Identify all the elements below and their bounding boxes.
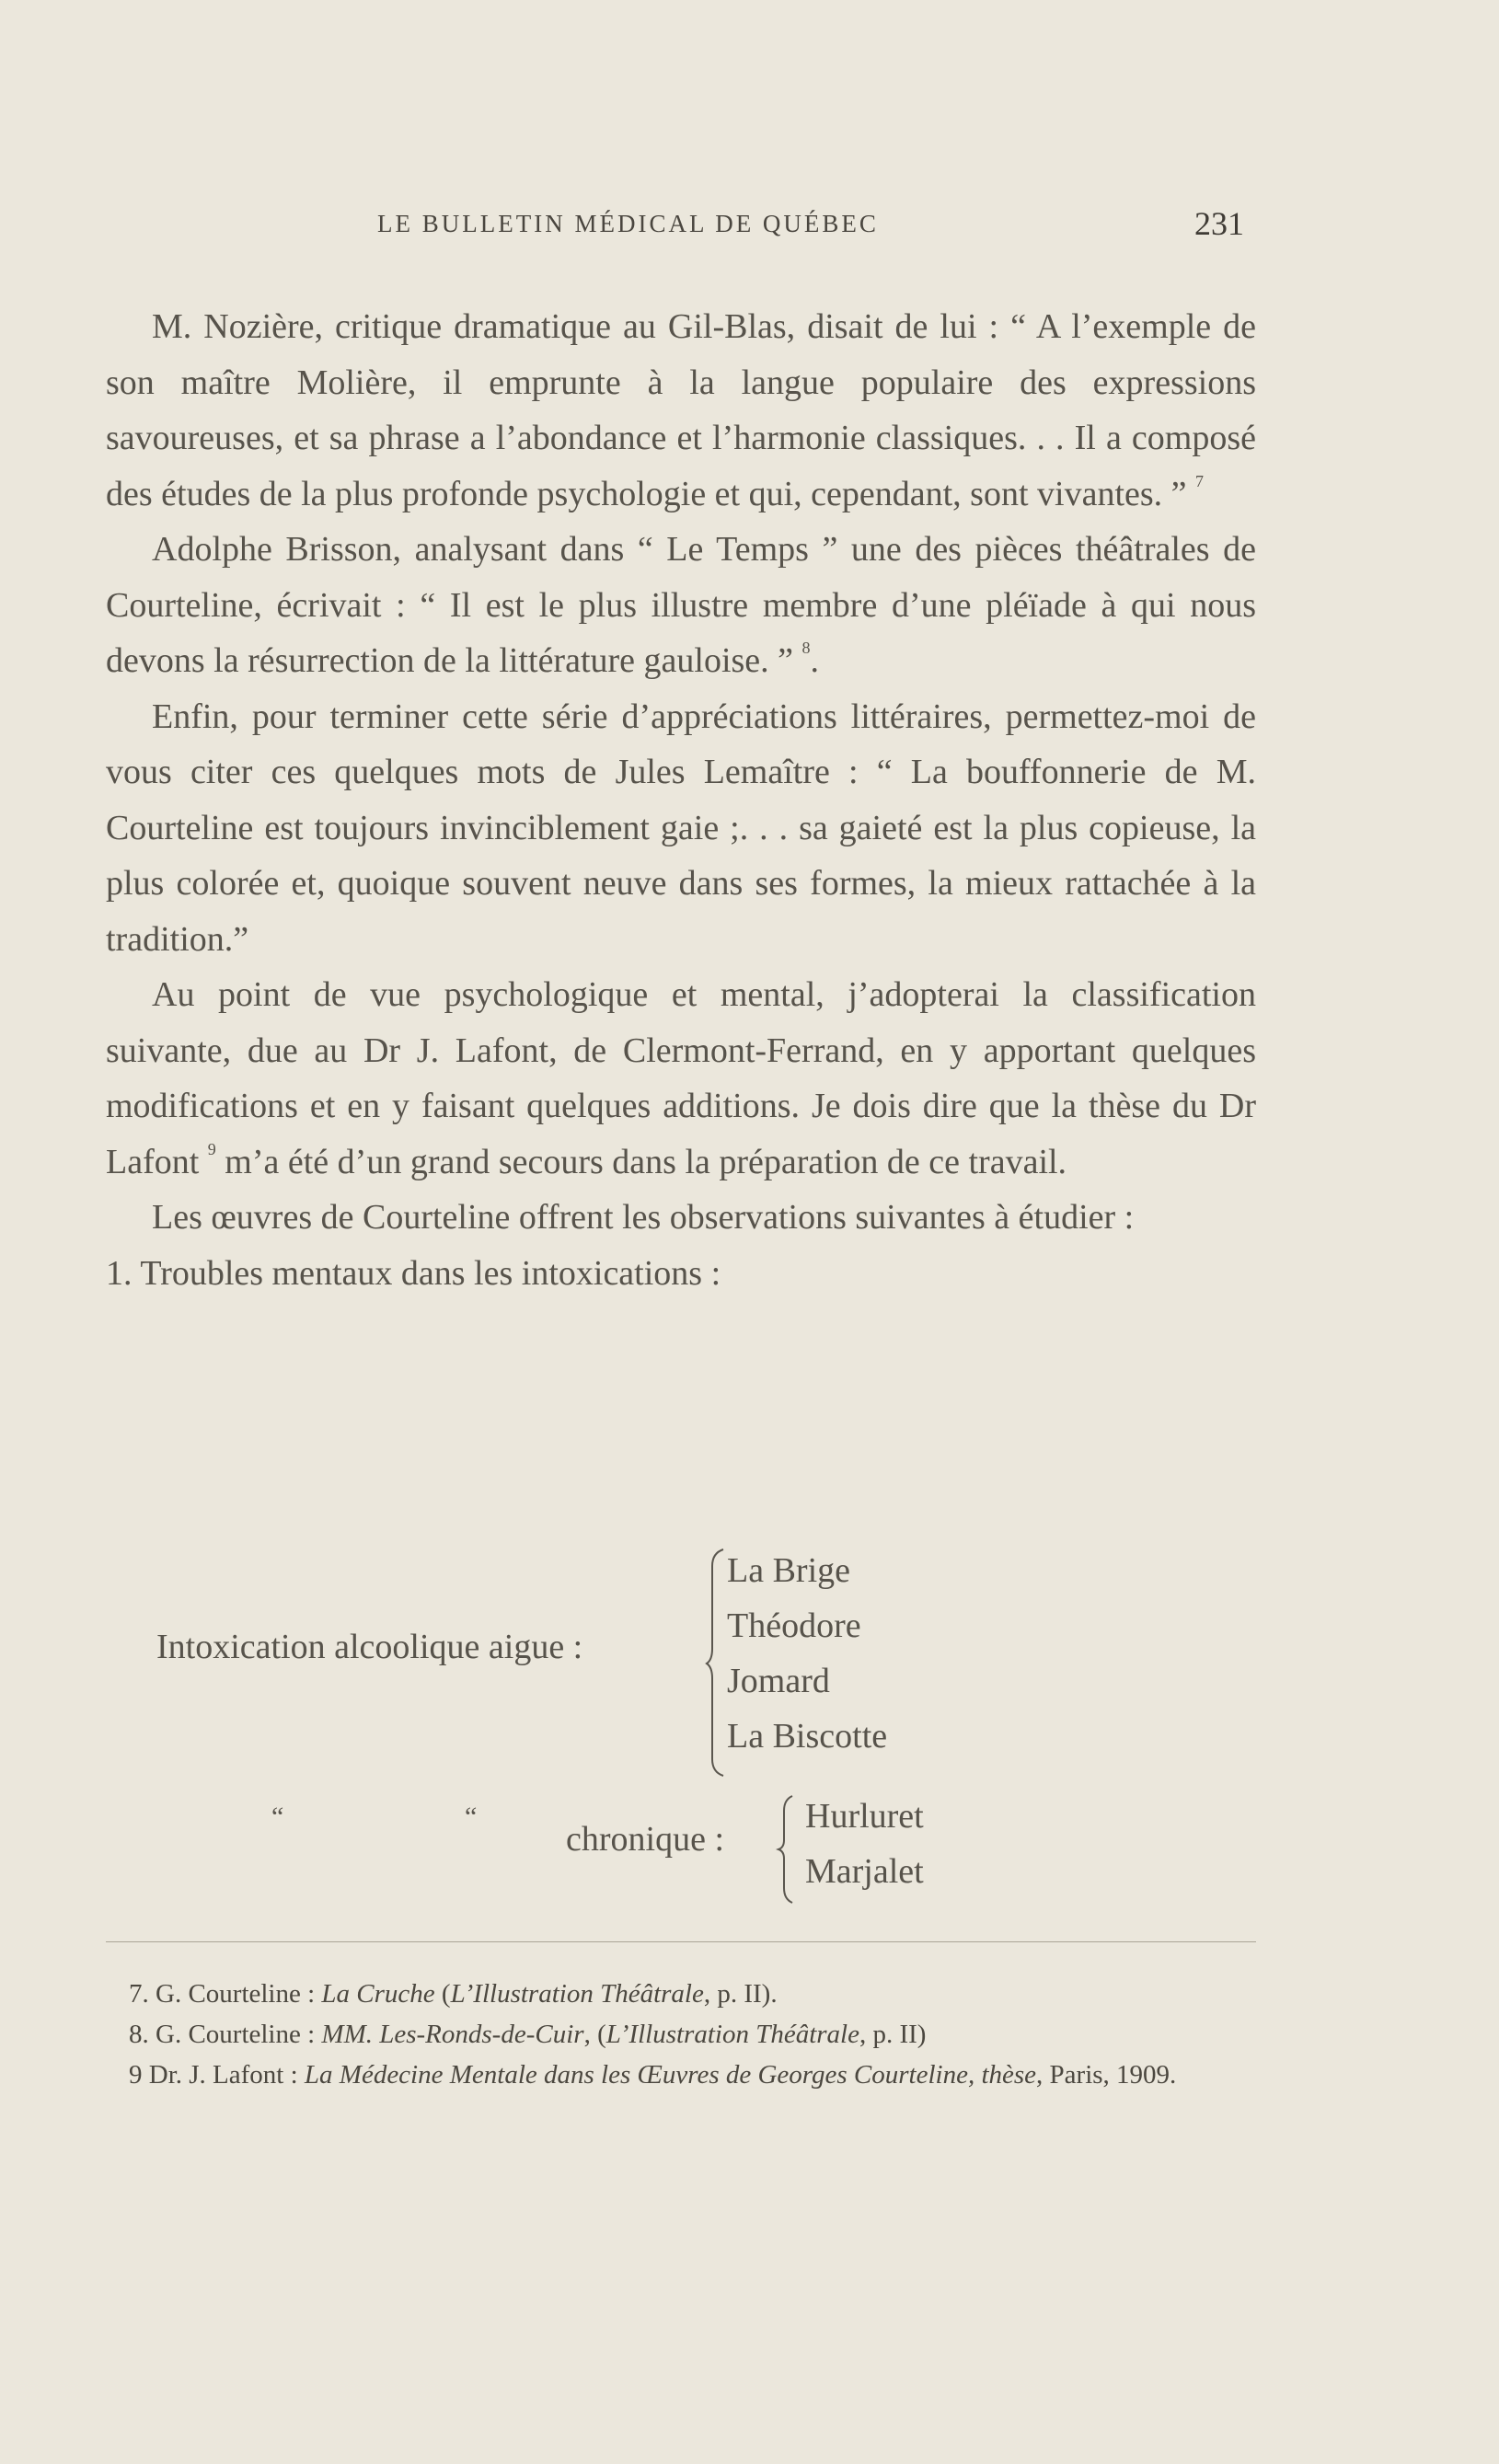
footnote-title: La Cruche xyxy=(321,1979,435,2009)
footnote-text: , p. II) xyxy=(859,2020,927,2049)
paragraph-text: Adolphe Brisson, analysant dans “ Le Temps ” une des pièces théâtrales de Courteline, écrivait : “ Il est le plus illustre membre d’une pléïade à qui nous devons la résurrection de la littérature gauloise. ” xyxy=(106,530,1256,680)
paragraph-text: . xyxy=(810,641,820,680)
footnote-ref: 8 xyxy=(801,639,811,657)
footnote xyxy=(106,1974,1256,2014)
body-text xyxy=(106,299,1256,1301)
footnote-ref: 9 xyxy=(207,1139,216,1158)
page-number: 231 xyxy=(1194,205,1244,242)
acute-brace xyxy=(705,1548,727,1778)
paragraph-text: m’a été d’un grand secours dans la préparation de ce travail. xyxy=(215,1142,1067,1181)
ditto-mark: “ xyxy=(271,1802,284,1832)
paragraph-text: Au point de vue psychologique et mental, j’adopterai la classification suivante, due au Dr J. Lafont, de Clermont-Ferrand, en y apportant quelques modifications et en y faisant quelques additions. Je dois dire que la thèse du Dr Lafont xyxy=(106,975,1256,1181)
footnote-title: L’Illustration Théâtrale xyxy=(450,1979,704,2009)
footnotes xyxy=(106,1974,1256,2095)
paragraph-text: M. Nozière, critique dramatique au Gil-Blas, disait de lui : “ A l’exemple de son maître Molière, il emprunte à la langue populaire des expressions savoureuses, et sa phrase a l’abondance et l’harmonie classiques. . . Il a composé des études de la plus profonde psychologie et qui, cependant, sont vivantes. ” xyxy=(106,307,1256,513)
footnote-title: L’Illustration Théâtrale xyxy=(605,2020,859,2049)
paragraph xyxy=(106,1190,1256,1246)
acute-item: La Biscotte xyxy=(727,1717,888,1756)
footnote-text: , Paris, 1909. xyxy=(1036,2060,1177,2090)
chronic-item: Hurluret xyxy=(805,1797,924,1836)
paragraph xyxy=(106,1246,1256,1302)
footnote-title: La Médecine Mentale dans les Œuvres de Georges Courteline, thèse xyxy=(304,2060,1037,2090)
paragraph xyxy=(106,967,1256,1190)
paragraph-text: Enfin, pour terminer cette série d’appréciations littéraires, permettez-moi de vous citer ces quelques mots de Jules Lemaître : “ La bouffonnerie de M. Courteline est toujours invinciblement gaie ;. . . sa gaieté est la plus copieuse, la plus colorée et, quoique souvent neuve dans ses formes, la mieux rattachée à la tradition.” xyxy=(106,697,1256,959)
footnote-title: MM. Les-Ronds-de-Cuir xyxy=(321,2020,584,2049)
footnote-text: ( xyxy=(434,1979,451,2009)
paragraph xyxy=(106,522,1256,689)
footnote-text: 9 Dr. J. Lafont : xyxy=(129,2060,305,2090)
footnote xyxy=(106,2055,1256,2095)
chronic-label: chronique : xyxy=(566,1820,725,1859)
paragraph-text: Les œuvres de Courteline offrent les observations suivantes à étudier : xyxy=(152,1198,1135,1237)
footnote-text: 8. G. Courteline : xyxy=(129,2020,322,2049)
paragraph xyxy=(106,689,1256,968)
footnote-text: , ( xyxy=(583,2020,606,2049)
acute-item: Théodore xyxy=(727,1606,861,1645)
running-title: LE BULLETIN MÉDICAL DE QUÉBEC xyxy=(377,210,879,237)
paragraph-text: 1. Troubles mentaux dans les intoxications : xyxy=(106,1253,721,1293)
acute-item: La Brige xyxy=(727,1551,851,1590)
footnote-ref: 7 xyxy=(1195,471,1205,490)
acute-item: Jomard xyxy=(727,1662,830,1700)
footnote-divider xyxy=(106,1941,1256,1942)
page-header xyxy=(0,205,1499,247)
chronic-brace xyxy=(776,1794,796,1905)
footnote-text: 7. G. Courteline : xyxy=(129,1979,322,2009)
footnote xyxy=(106,2014,1256,2055)
footnote-text: , p. II). xyxy=(703,1979,778,2009)
acute-label: Intoxication alcoolique aigue : xyxy=(156,1628,583,1666)
ditto-mark: “ xyxy=(465,1802,478,1832)
paragraph xyxy=(106,299,1256,522)
chronic-item: Marjalet xyxy=(805,1852,924,1891)
